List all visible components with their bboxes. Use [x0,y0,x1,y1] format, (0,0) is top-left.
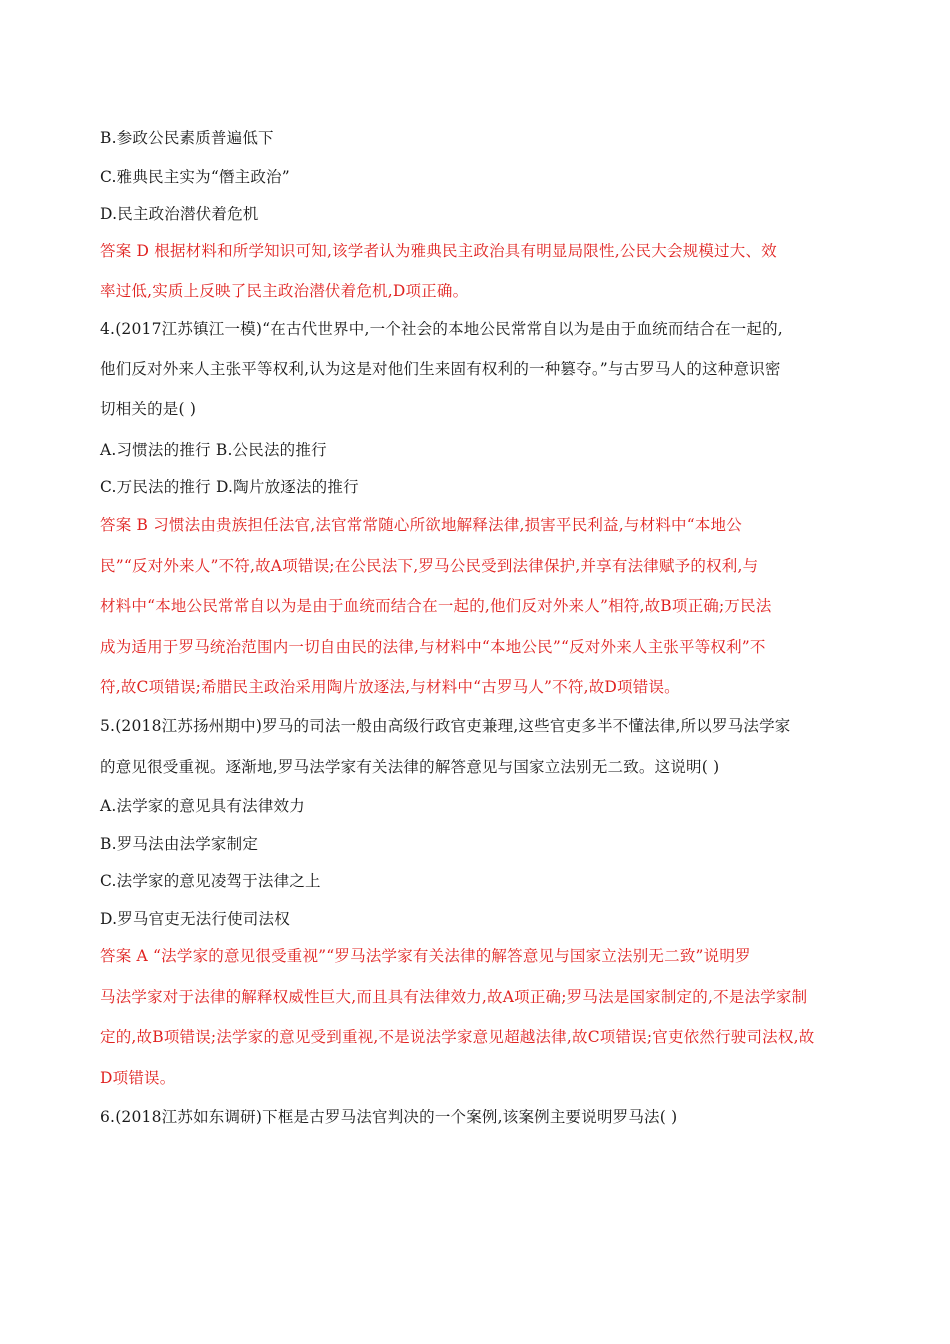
q4-stem-line-1: 4.(2017江苏镇江一模)“在古代世界中,一个社会的本地公民常常自以为是由于血统而结合在一起的, [100,320,783,338]
q3-option-b: B.参政公民素质普遍低下 [100,129,274,147]
q5-option-d: D.罗马官吏无法行使司法权 [100,910,290,928]
q4-options-cd: C.万民法的推行 D.陶片放逐法的推行 [100,478,359,496]
q4-answer-line-3: 材料中“本地公民常常自以为是由于血统而结合在一起的,他们反对外来人”相符,故B项正确;万民法 [100,597,772,615]
q5-stem-line-2: 的意见很受重视。逐渐地,罗马法学家有关法律的解答意见与国家立法别无二致。这说明( ) [100,758,720,776]
q6-stem-line-1: 6.(2018江苏如东调研)下框是古罗马法官判决的一个案例,该案例主要说明罗马法( ) [100,1108,678,1126]
q5-answer-line-1: 答案 A “法学家的意见很受重视”“罗马法学家有关法律的解答意见与国家立法别无二致”说明罗 [100,947,751,965]
q4-answer-line-5: 符,故C项错误;希腊民主政治采用陶片放逐法,与材料中“古罗马人”不符,故D项错误。 [100,678,680,696]
q4-answer-line-1: 答案 B 习惯法由贵族担任法官,法官常常随心所欲地解释法律,损害平民利益,与材料中“本地公 [100,516,742,534]
q5-answer-line-3: 定的,故B项错误;法学家的意见受到重视,不是说法学家意见超越法律,故C项错误;官吏依然行驶司法权,故 [100,1028,815,1046]
q4-stem-line-2: 他们反对外来人主张平等权利,认为这是对他们生来固有权利的一种篡夺。”与古罗马人的这种意识密 [100,360,781,378]
q4-answer-line-4: 成为适用于罗马统治范围内一切自由民的法律,与材料中“本地公民”“反对外来人主张平等权利”不 [100,638,766,656]
q5-option-c: C.法学家的意见凌驾于法律之上 [100,872,321,890]
q5-option-a: A.法学家的意见具有法律效力 [100,797,305,815]
q5-answer-line-2: 马法学家对于法律的解释权威性巨大,而且具有法律效力,故A项正确;罗马法是国家制定的,不是法学家制 [100,988,808,1006]
q5-stem-line-1: 5.(2018江苏扬州期中)罗马的司法一般由高级行政官吏兼理,这些官吏多半不懂法律,所以罗马法学家 [100,717,791,735]
q5-answer-line-4: D项错误。 [100,1069,176,1087]
q4-answer-line-2: 民”“反对外来人”不符,故A项错误;在公民法下,罗马公民受到法律保护,并享有法律赋予的权利,与 [100,557,759,575]
q3-answer-line-1: 答案 D 根据材料和所学知识可知,该学者认为雅典民主政治具有明显局限性,公民大会规模过大、效 [100,242,777,260]
q3-answer-line-2: 率过低,实质上反映了民主政治潜伏着危机,D项正确。 [100,282,469,300]
q3-option-d: D.民主政治潜伏着危机 [100,205,259,223]
q5-option-b: B.罗马法由法学家制定 [100,835,259,853]
q3-option-c: C.雅典民主实为“僭主政治” [100,168,290,186]
q4-stem-line-3: 切相关的是( ) [100,400,197,418]
q4-options-ab: A.习惯法的推行 B.公民法的推行 [100,441,327,459]
